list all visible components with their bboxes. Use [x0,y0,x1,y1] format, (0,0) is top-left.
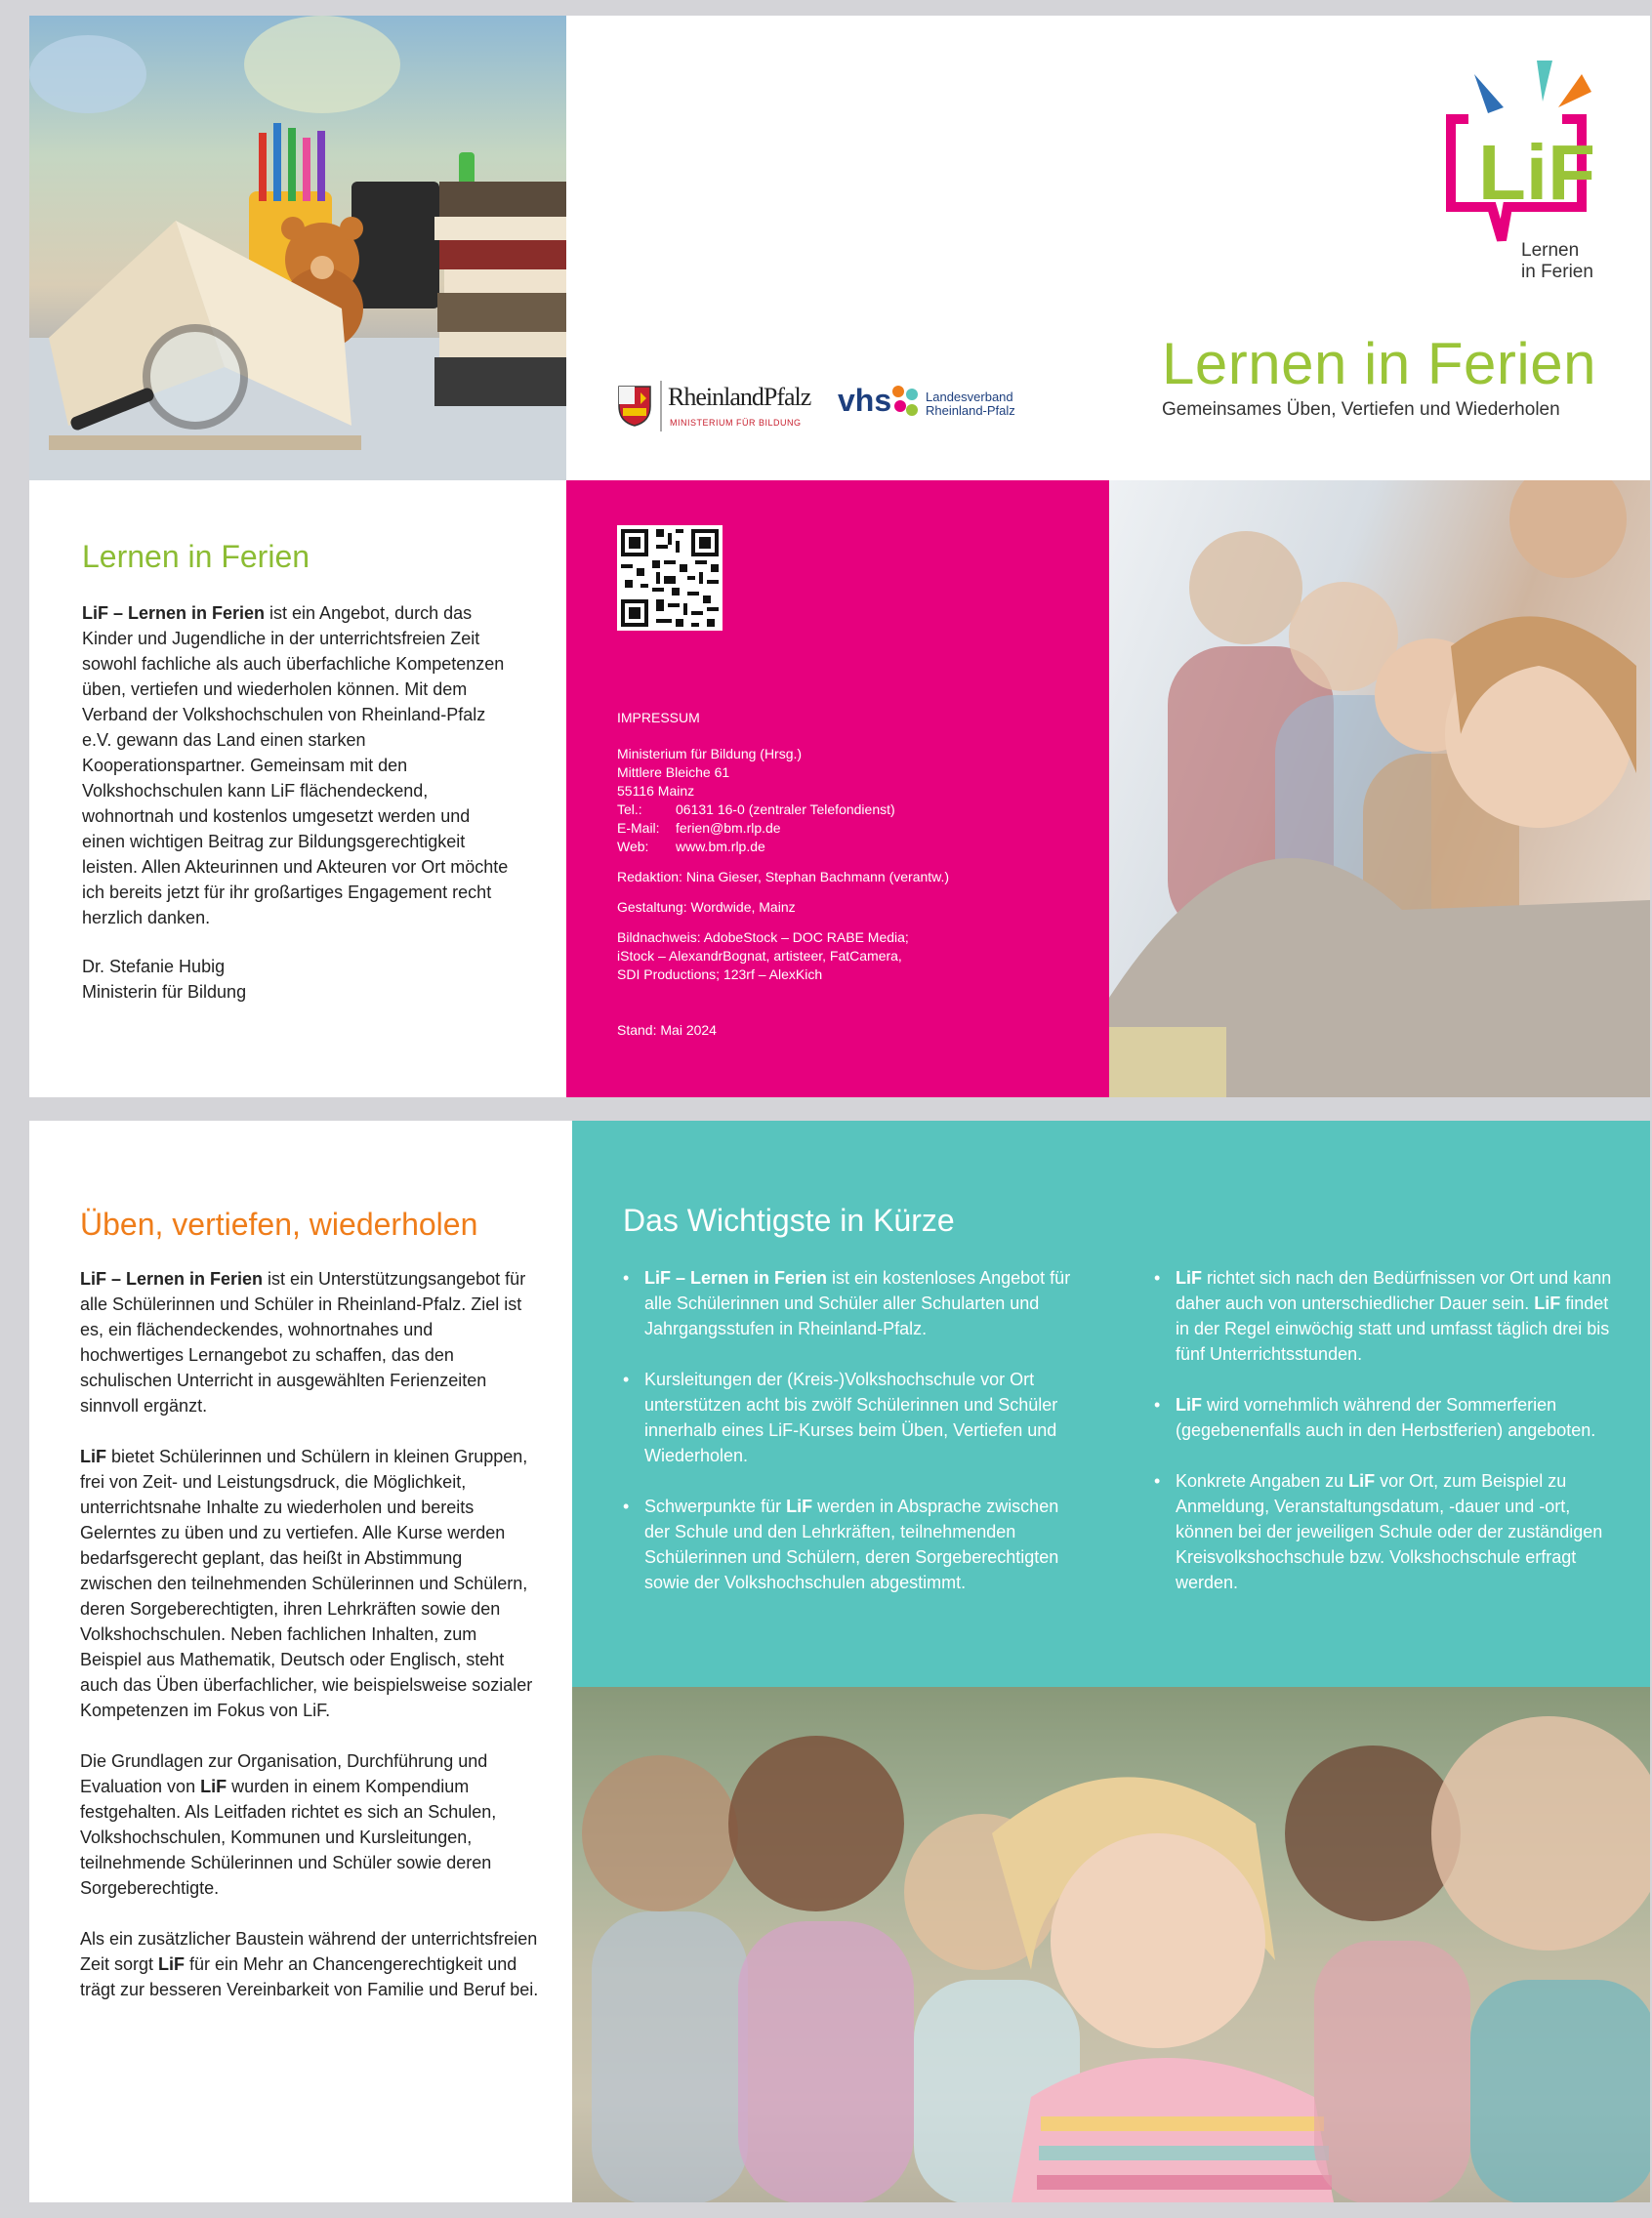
vhs-logo [838,379,1033,437]
impressum-bild-1: Bildnachweis: AdobeStock – DOC RABE Media; [617,929,909,945]
impressum-bild-2: iStock – AlexandrBognat, artisteer, FatCamera, [617,948,902,964]
uben-paragraph-2: LiF bietet Schülerinnen und Schülern in kleinen Gruppen, frei von Zeit- und Leistungsdruck, die Möglichkeit, unterrichtsnahe Inhalte zu wiederholen und bereits Gelerntes zu üben und zu vertiefen. Alle Kurse werden bedarfsgerecht geplant, das heißt in Abstimmung zwischen den teilnehmenden Schülerinnen und Schülern, deren Sorgeberechtigten, ihren Lehrkräften sowie den Volkshochschulen. Neben fachlichen Inhalten, zum Beispiel aus Mathematik, Deutsch oder Englisch, steht auch das Üben überfachlicher, wie beispielsweise sozialer Kompetenzen im Fokus von LiF. [80,1447,533,1720]
impressum-bild-3: SDI Productions; 123rf – AlexKich [617,966,823,982]
list-item: • Konkrete Angaben zu LiF vor Ort, zum Beispiel zu Anmeldung, Veranstaltungsdatum, -dauer und -ort, können bei der jeweiligen Schule oder der zuständigen Kreisvolkshochschule bzw. Volkshochschule erfragt werden. [1154,1468,1613,1595]
vhs-dots-icon [890,385,920,418]
uben-heading: Üben, vertiefen, wiederholen [80,1207,478,1242]
impressum-panel [566,480,1109,1097]
rlp-logo-name: RheinlandPfalz [668,383,811,411]
list-item: • LiF – Lernen in Ferien ist ein kostenloses Angebot für alle Schülerinnen und Schüler aller Schularten und Jahrgangsstufen in Rheinland-Pfalz. [623,1265,1072,1341]
signature-role: Ministerin für Bildung [82,982,247,1002]
vhs-logo-sub-2: Rheinland-Pfalz [926,403,1015,418]
cover-title: Lernen in Ferien [1162,331,1596,396]
intro-panel [82,539,512,1005]
intro-body: ist ein Angebot, durch das Kinder und Jugendliche in der unterrichtsfreien Zeit sowohl fachliche als auch überfachliche Kompetenzen üben, vertiefen und wiederholen können. Mit dem Verband der Volkshochschulen von Rheinland-Pfalz e.V. gewann das Land einen starken Kooperationspartner. Gemeinsam mit den Volkshochschulen kann LiF flächendeckend, wohnortnah und kostenlos umgesetzt werden und einen wichtigen Beitrag zur Bildungsgerechtigkeit leisten. Allen Akteurinnen und Akteuren vor Ort möchte ich bereits jetzt für ihr großartiges Engagement recht herzlich danken. [82,603,509,927]
summary-panel [572,1121,1650,1687]
impressum-email[interactable]: E-Mail: ferien@bm.rlp.de [617,820,781,836]
vhs-logo-name: vhs [838,383,892,418]
qr-code[interactable] [617,525,723,631]
impressum-street: Mittlere Bleiche 61 [617,764,730,780]
uben-paragraph-4: Als ein zusätzlicher Baustein während der unterrichtsfreien Zeit sorgt LiF für ein Mehr an Chancengerechtigkeit und trägt zur besseren Vereinbarkeit von Familie und Beruf bei. [80,1929,539,1999]
brochure-outside [29,16,1650,1097]
impressum-text [617,709,1076,1040]
list-item: • Schwerpunkte für LiF werden in Absprache zwischen der Schule und den Lehrkräften, teilnehmenden Schülerinnen und Schülern, deren Sorgeberechtigten sowie der Volkshochschulen abgestimmt. [623,1494,1072,1595]
coat-of-arms-icon [615,381,654,428]
cover-title-block [1162,330,1596,421]
vhs-logo-sub-1: Landesverband [926,390,1013,404]
logo-tagline-1: Lernen [1521,240,1580,261]
summary-list-right [1154,1265,1613,1621]
cover-subtitle: Gemeinsames Üben, Vertiefen und Wiederholen [1162,399,1560,420]
children-photo [572,1687,1650,2202]
lif-logo-text: LiF [1478,129,1595,216]
summary-list-left [623,1265,1072,1621]
children-illustration [572,1687,1650,2202]
uben-column [80,1207,539,2028]
signature [82,954,512,1005]
intro-text [82,600,512,930]
books-illustration [29,16,566,480]
list-item: • LiF richtet sich nach den Bedürfnissen vor Ort und kann daher auch von unterschiedlicher Dauer sein. LiF findet in der Regel einwöchig statt und umfasst täglich drei bis fünf Unterrichtsstunden. [1154,1265,1613,1367]
rheinland-pfalz-logo [615,377,820,445]
uben-paragraph-3: Die Grundlagen zur Organisation, Durchführung und Evaluation von LiF wurden in einem Kompendium festgehalten. Als Leitfaden richtet es sich an Schulen, Volkshochschulen, Kommunen und Kursleitungen, teilnehmende Schülerinnen und Schüler sowie deren Sorgeberechtigte. [80,1751,497,1898]
list-item: • LiF wird vornehmlich während der Sommerferien (gegebenenfalls auch in den Herbstferien) angeboten. [1154,1392,1613,1443]
logo-tagline-2: in Ferien [1521,262,1593,282]
uben-paragraph-1: LiF – Lernen in Ferien ist ein Unterstützungsangebot für alle Schülerinnen und Schüler in Rheinland-Pfalz. Ziel ist es, ein flächendeckendes, wohnortnahes und hochwertiges Lernangebot zu schaffen, das den schulischen Unterricht in ausgewählten Ferienzeiten sinnvoll ergänzt. [80,1269,526,1416]
brochure-inside [29,1121,1650,2202]
intro-lead: LiF – Lernen in Ferien [82,603,266,623]
impressum-web[interactable]: Web: www.bm.rlp.de [617,839,765,854]
people-illustration [1109,480,1650,1097]
summary-heading: Das Wichtigste in Kürze [623,1203,955,1238]
impressum-gestaltung: Gestaltung: Wordwide, Mainz [617,899,796,915]
impressum-stand: Stand: Mai 2024 [617,1022,717,1038]
intro-heading: Lernen in Ferien [82,539,310,574]
rlp-logo-sub: MINISTERIUM FÜR BILDUNG [670,418,802,428]
impressum-tel: Tel.: 06131 16-0 (zentraler Telefondienst) [617,801,895,817]
lif-logo [1435,61,1621,285]
people-photo [1109,480,1650,1097]
signature-name: Dr. Stefanie Hubig [82,957,226,976]
impressum-publisher: Ministerium für Bildung (Hrsg.) [617,746,803,761]
impressum-heading: IMPRESSUM [617,710,700,725]
impressum-city: 55116 Mainz [617,783,695,799]
list-item: • Kursleitungen der (Kreis-)Volkshochschule vor Ort unterstützen acht bis zwölf Schülerinnen und Schüler innerhalb eines LiF-Kurses beim Üben, Vertiefen und Wiederholen. [623,1367,1072,1468]
impressum-redaktion: Redaktion: Nina Gieser, Stephan Bachmann (verantw.) [617,869,950,884]
qr-code-icon [617,525,723,631]
books-photo [29,16,566,480]
